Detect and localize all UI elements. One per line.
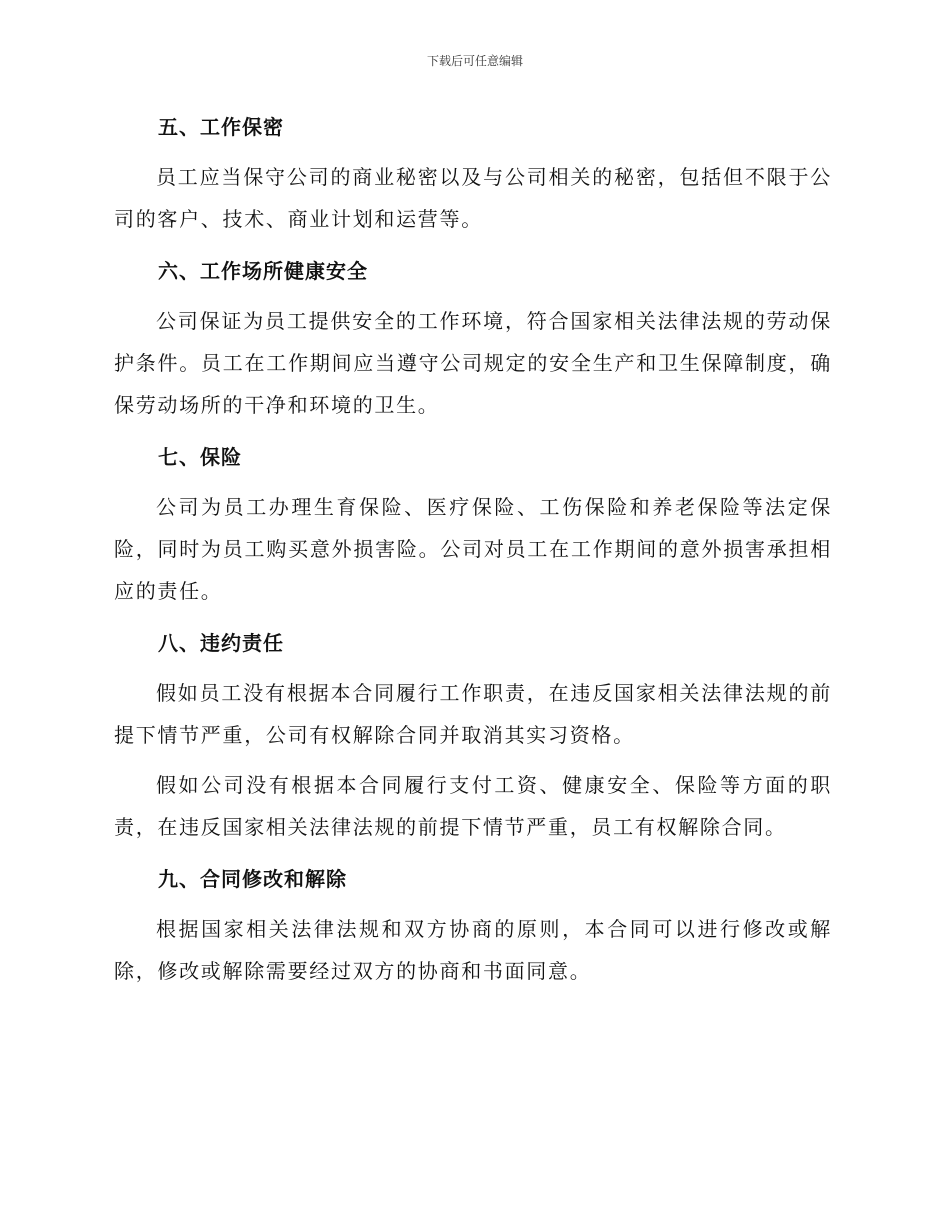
paragraph-breach-employee: 假如员工没有根据本合同履行工作职责，在违反国家相关法律法规的前提下情节严重，公司有权解除合同并取消其实习资格。 (114, 681, 832, 747)
section-heading-breach: 八、违约责任 (158, 631, 284, 655)
page-header: 下载后可任意编辑 (426, 54, 523, 68)
section-heading-insurance: 七、保险 (158, 445, 242, 469)
paragraph-breach-company: 假如公司没有根据本合同履行支付工资、健康安全、保险等方面的职责，在违反国家相关法律法规的前提下情节严重，员工有权解除合同。 (114, 773, 832, 839)
paragraph-insurance: 公司为员工办理生育保险、医疗保险、工伤保险和养老保险等法定保险，同时为员工购买意外损害险。公司对员工在工作期间的意外损害承担相应的责任。 (114, 495, 832, 603)
document-body (114, 106, 832, 992)
paragraph-workplace-safety: 公司保证为员工提供安全的工作环境，符合国家相关法律法规的劳动保护条件。员工在工作期间应当遵守公司规定的安全生产和卫生保障制度，确保劳动场所的干净和环境的卫生。 (114, 309, 832, 417)
paragraph-amendment: 根据国家相关法律法规和双方协商的原则，本合同可以进行修改或解除，修改或解除需要经过双方的协商和书面同意。 (114, 917, 832, 983)
section-heading-workplace-safety: 六、工作场所健康安全 (158, 259, 368, 283)
section-heading-amendment: 九、合同修改和解除 (158, 867, 347, 891)
paragraph-confidentiality: 员工应当保守公司的商业秘密以及与公司相关的秘密，包括但不限于公司的客户、技术、商业计划和运营等。 (114, 165, 832, 231)
section-heading-confidentiality: 五、工作保密 (158, 115, 284, 139)
